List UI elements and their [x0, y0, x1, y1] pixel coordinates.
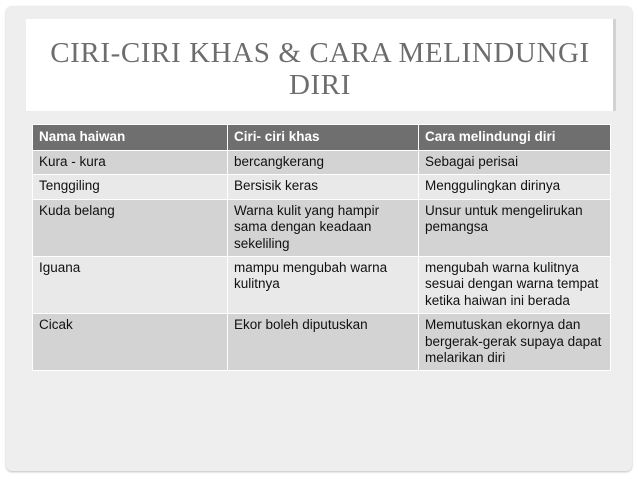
cell-defense: Memutuskan ekornya dan bergerak-gerak supaya dapat melarikan diri — [419, 314, 611, 371]
cell-animal: Tenggiling — [33, 175, 228, 199]
cell-feature: mampu mengubah warna kulitnya — [228, 257, 419, 314]
cell-feature: bercangkerang — [228, 151, 419, 175]
cell-feature: Warna kulit yang hampir sama dengan keadaan sekeliling — [228, 199, 419, 256]
cell-feature: Bersisik keras — [228, 175, 419, 199]
cell-defense: mengubah warna kulitnya sesuai dengan warna tempat ketika haiwan ini berada — [419, 257, 611, 314]
cell-animal: Cicak — [33, 314, 228, 371]
cell-defense: Sebagai perisai — [419, 151, 611, 175]
cell-defense: Unsur untuk mengelirukan pemangsa — [419, 199, 611, 256]
table-row — [33, 314, 611, 371]
slide-title: CIRI-CIRI KHAS & CARA MELINDUNGI DIRI — [50, 37, 590, 101]
cell-animal: Kuda belang — [33, 199, 228, 256]
table-row — [33, 257, 611, 314]
cell-animal: Iguana — [33, 257, 228, 314]
cell-animal: Kura - kura — [33, 151, 228, 175]
header-ciri-ciri-khas: Ciri- ciri khas — [228, 125, 419, 151]
table-row — [33, 199, 611, 256]
table-row — [33, 151, 611, 175]
header-nama-haiwan: Nama haiwan — [33, 125, 228, 151]
title-box — [26, 19, 616, 111]
animal-defense-table — [32, 124, 611, 371]
table-header-row — [33, 125, 611, 151]
cell-feature: Ekor boleh diputuskan — [228, 314, 419, 371]
header-cara-melindungi-diri: Cara melindungi diri — [419, 125, 611, 151]
cell-defense: Menggulingkan dirinya — [419, 175, 611, 199]
table-row — [33, 175, 611, 199]
slide — [6, 6, 632, 471]
